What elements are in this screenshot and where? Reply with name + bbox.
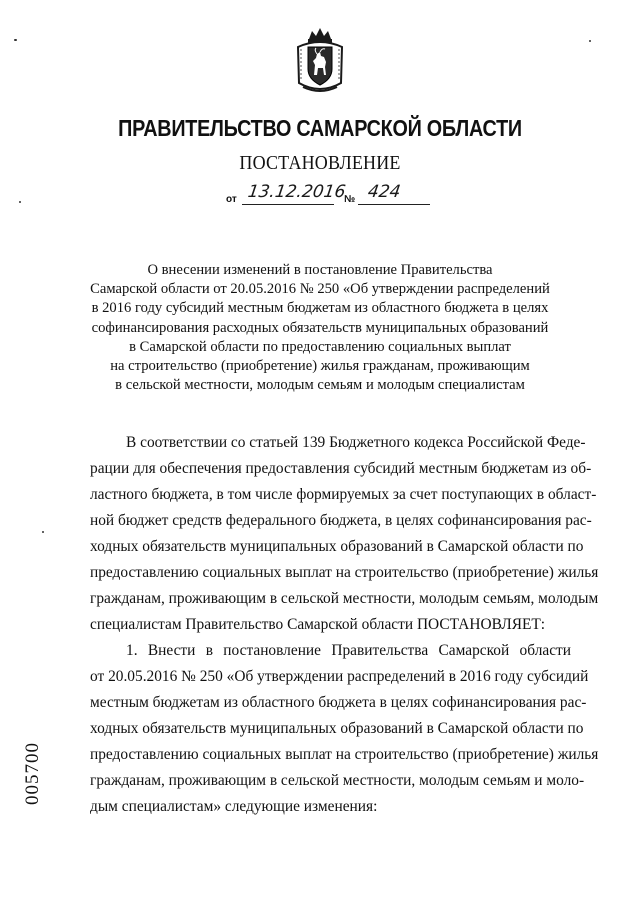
subject-line: в сельской местности, молодым семьям и молодым специалистам (115, 377, 525, 394)
subject-line: Самарской области от 20.05.2016 № 250 «Об утверждении распределений (90, 281, 550, 298)
body-line: ластного бюджета, в том числе формируемых за счет поступающих в област- (90, 486, 597, 503)
body-line: предоставлению социальных выплат на строительство (приобретение) жилья (90, 746, 599, 763)
body-line: дым специалистам» следующие изменения: (90, 798, 378, 815)
date-value: 13.12.2016 (246, 182, 347, 202)
scan-speck (14, 39, 17, 41)
number-underline (358, 204, 430, 205)
body-line: гражданам, проживающим в сельской местности, молодым семьям и моло- (90, 772, 585, 789)
number-label: № (344, 194, 356, 205)
government-title: ПРАВИТЕЛЬСТВО САМАРСКОЙ ОБЛАСТИ (118, 115, 522, 141)
coat-of-arms-icon (295, 25, 345, 95)
date-label: от (226, 194, 237, 205)
document-body (90, 430, 599, 820)
date-number-line (226, 182, 446, 212)
subject-line: в 2016 году субсидий местным бюджетам из областного бюджета в целях (91, 300, 549, 317)
date-underline (242, 204, 334, 205)
subject-line: софинансирования расходных обязательств муниципальных образований (91, 319, 549, 336)
subject-line: О внесении изменений в постановление Правительства (147, 262, 493, 278)
scan-speck (589, 40, 591, 42)
subject-line: на строительство (приобретение) жилья гражданам, проживающим (110, 358, 530, 375)
body-line: специалистам Правительство Самарской области ПОСТАНОВЛЯЕТ: (90, 616, 546, 633)
body-line: предоставлению социальных выплат на строительство (приобретение) жилья (90, 564, 599, 581)
number-value: 424 (366, 182, 402, 202)
body-line: В соответствии со статьей 139 Бюджетного кодекса Российской Феде- (126, 434, 586, 451)
body-line: рации для обеспечения предоставления субсидий местным бюджетам из об- (90, 460, 592, 477)
body-line: местным бюджетам из областного бюджета в целях софинансирования рас- (90, 694, 587, 711)
body-line: 1. Внести в постановление Правительства Самарской области (126, 642, 571, 659)
body-line: гражданам, проживающим в сельской местности, молодым семьям, молодым (90, 590, 599, 607)
subject-line: в Самарской области по предоставлению социальных выплат (129, 338, 511, 355)
body-line: от 20.05.2016 № 250 «Об утверждении распределений в 2016 году субсидий (90, 668, 589, 685)
margin-stamp-number: 005700 (22, 742, 43, 805)
body-line: ходных обязательств муниципальных образований в Самарской области по (90, 538, 584, 555)
body-line: ходных обязательств муниципальных образований в Самарской области по (90, 720, 584, 737)
scan-speck (42, 531, 44, 533)
scan-speck (19, 201, 21, 203)
document-type: ПОСТАНОВЛЕНИЕ (239, 152, 401, 174)
body-line: ной бюджет средств федерального бюджета, в целях софинансирования рас- (90, 512, 592, 529)
document-subject (80, 261, 560, 395)
